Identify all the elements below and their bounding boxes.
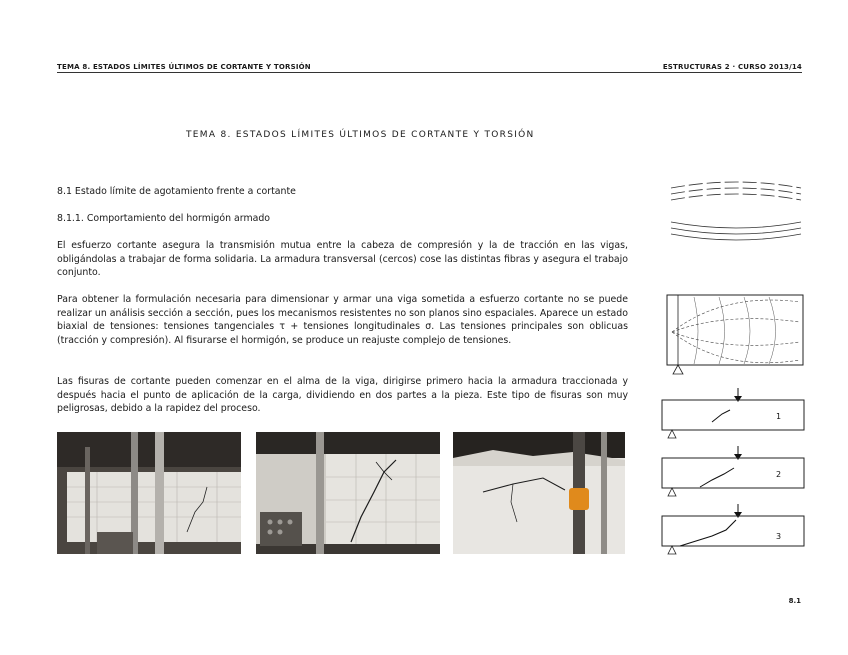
- section-heading: 8.1 Estado límite de agotamiento frente a cortante: [57, 186, 296, 197]
- running-header-left: TEMA 8. ESTADOS LÍMITES ÚLTIMOS DE CORTANTE Y TORSIÓN: [57, 63, 311, 71]
- stage-label-1: 1: [776, 412, 782, 421]
- crack-stage-2-diagram: [660, 446, 808, 504]
- stress-trajectories-diagram: [664, 292, 806, 382]
- paragraph-1: El esfuerzo cortante asegura la transmisión mutua entre la cabeza de compresión y la de tracción en las vigas, obligándolas a trabajar de forma solidaria. La armadura transversal (cercos) cose las distintas fibras y asegura el trabajo conjunto.: [57, 240, 628, 278]
- photo-beam-test-1: [57, 432, 241, 554]
- crack-stage-3-diagram: [660, 504, 808, 562]
- crack-stage-1-diagram: [660, 388, 808, 446]
- subsection-heading: 8.1.1. Comportamiento del hormigón armado: [57, 213, 271, 224]
- stage-label-3: 3: [776, 532, 782, 541]
- photo-beam-test-2: [256, 432, 440, 554]
- beam-fibers-diagram: [666, 178, 806, 248]
- paragraph-2: Para obtener la formulación necesaria para dimensionar y armar una viga sometida a esfuerzo cortante no se puede realizar un análisis sección a sección, pues los mecanismos resistentes no son planos sino espaciales. Aparece un estado biaxial de tensiones: tensiones tangenciales τ + tensiones longitudinales σ. Las tensiones principales son oblicuas (tracción y compresión). Al fisurarse el hormigón, se produce un reajuste complejo de tensiones.: [57, 294, 628, 346]
- photo-beam-test-3: [453, 432, 625, 554]
- running-header-right: ESTRUCTURAS 2 · CURSO 2013/14: [662, 63, 802, 71]
- page-number: 8.1: [788, 597, 801, 605]
- header-rule: [57, 72, 802, 73]
- page-title: TEMA 8. ESTADOS LÍMITES ÚLTIMOS DE CORTANTE Y TORSIÓN: [186, 130, 535, 140]
- stage-label-2: 2: [776, 470, 782, 479]
- paragraph-3: Las fisuras de cortante pueden comenzar en el alma de la viga, dirigirse primero hacia la armadura traccionada y después hacia el punto de aplicación de la carga, dividiendo en dos partes a la pieza. Este tipo de fisuras son muy peligrosas, debido a la rapidez del proceso.: [57, 376, 628, 414]
